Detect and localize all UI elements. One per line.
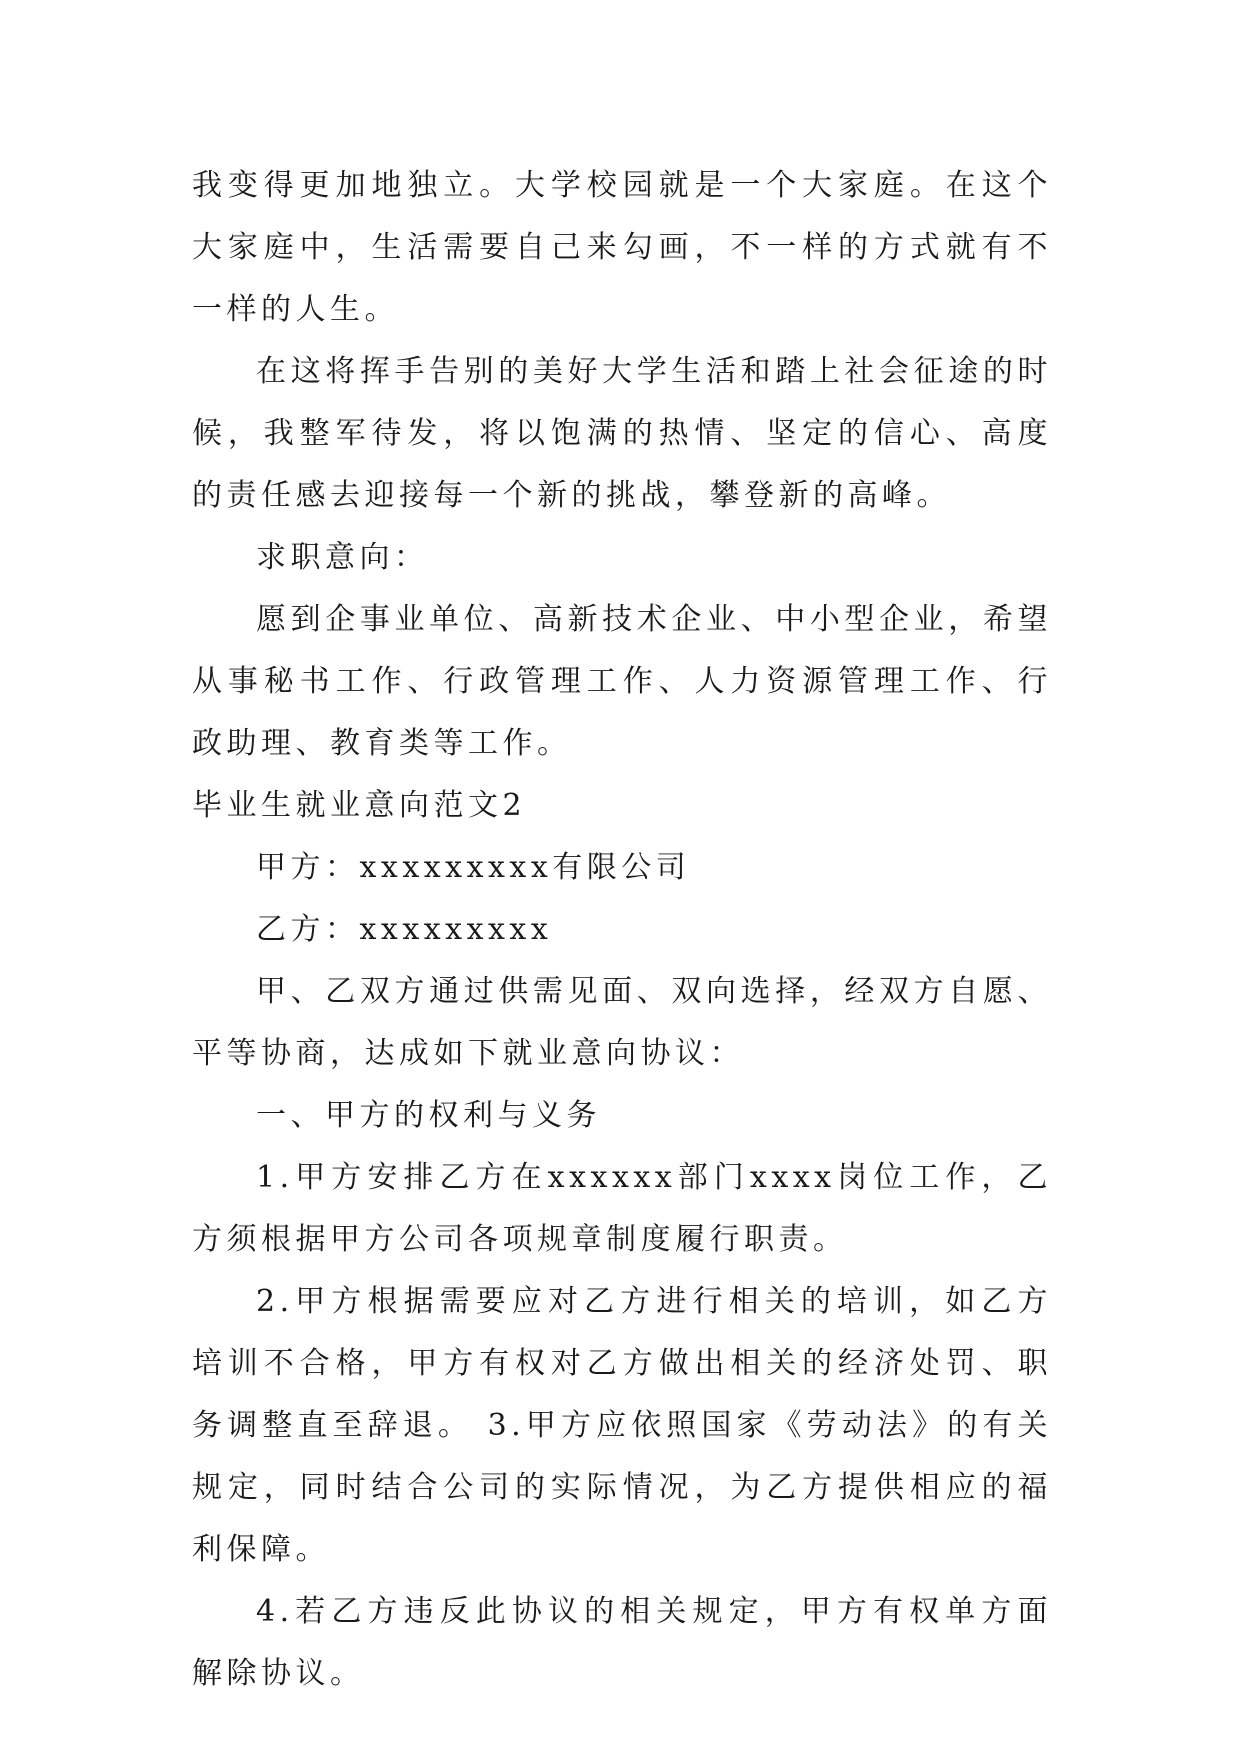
section-heading: 毕业生就业意向范文2 [192, 788, 527, 823]
paragraph-farewell: 在这将挥手告别的美好大学生活和踏上社会征途的时候，我整军待发，将以饱满的热情、坚定的信心、高度的责任感去迎接每一个新的挑战，攀登新的高峰。 [192, 354, 1052, 513]
paragraph-party-b: 乙方：xxxxxxxxx [256, 912, 553, 947]
paragraph-clause-1: 1.甲方安排乙方在xxxxxx部门xxxx岗位工作，乙方须根据甲方公司各项规章制度履行职责。 [192, 1160, 1052, 1257]
paragraph-party-a: 甲方：xxxxxxxxx有限公司 [256, 850, 691, 885]
document-body [192, 155, 1052, 1705]
paragraph-party-a-rights-heading: 一、甲方的权利与义务 [256, 1098, 601, 1133]
paragraph-job-intention: 愿到企事业单位、高新技术企业、中小型企业，希望从事秘书工作、行政管理工作、人力资源管理工作、行政助理、教育类等工作。 [192, 602, 1052, 761]
paragraph-intro-continuation: 我变得更加地独立。大学校园就是一个大家庭。在这个大家庭中，生活需要自己来勾画，不一样的方式就有不一样的人生。 [192, 168, 1052, 327]
paragraph-clause-2-3: 2.甲方根据需要应对乙方进行相关的培训，如乙方培训不合格，甲方有权对乙方做出相关的经济处罚、职务调整直至辞退。 3.甲方应依照国家《劳动法》的有关规定，同时结合公司的实际情况，为乙方提供相应的福利保障。 [192, 1284, 1052, 1567]
paragraph-job-intention-label: 求职意向： [256, 540, 429, 575]
paragraph-agreement-intro: 甲、乙双方通过供需见面、双向选择，经双方自愿、平等协商，达成如下就业意向协议： [192, 974, 1052, 1071]
paragraph-clause-4: 4.若乙方违反此协议的相关规定，甲方有权单方面解除协议。 [192, 1594, 1052, 1691]
